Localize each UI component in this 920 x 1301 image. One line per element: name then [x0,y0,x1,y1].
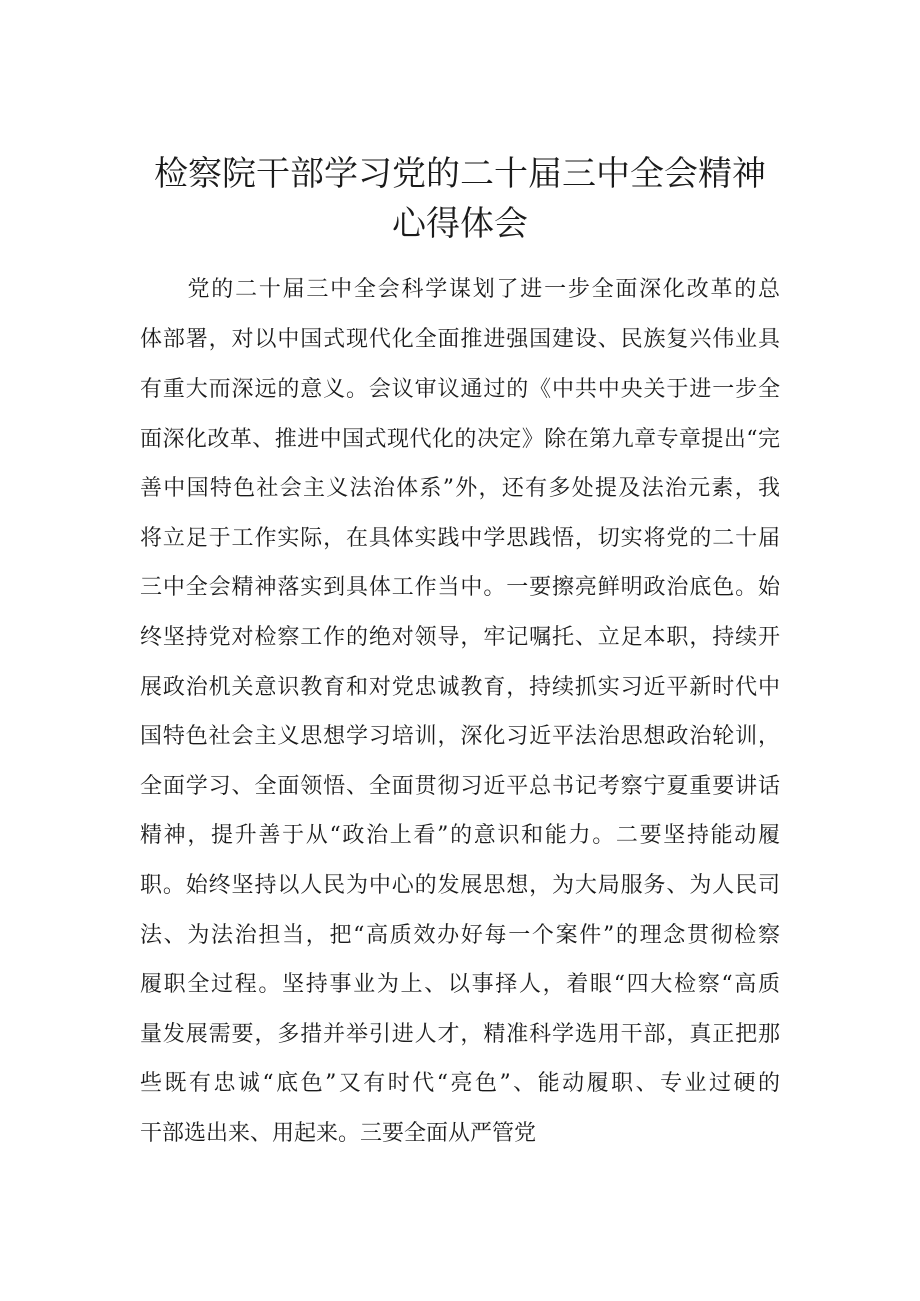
paragraph-line: 精神，提升善于从“政治上看”的意识和能力。二要坚持能动履 [140,823,780,848]
paragraph-line: 展政治机关意识教育和对党忠诚教育，持续抓实习近平新时代中 [140,675,780,700]
paragraph-line: 终坚持党对检察工作的绝对领导，牢记嘱托、立足本职，持续开 [140,625,780,650]
paragraph-line: 将立足于工作实际，在具体实践中学思践悟，切实将党的二十届 [140,526,780,551]
paragraph-line: 法、为法治担当，把“高质效办好每一个案件”的理念贯彻检察 [140,923,780,948]
paragraph-line: 善中国特色社会主义法治体系”外，还有多处提及法治元素，我 [140,476,780,501]
document-title-line-2: 心得体会 [392,204,528,244]
paragraph-line: 面深化改革、推进中国式现代化的决定》除在第九章专章提出“完 [140,427,780,452]
paragraph-line: 体部署，对以中国式现代化全面推进强国建设、民族复兴伟业具 [140,327,780,352]
paragraph-line: 干部选出来、用起来。三要全面从严管党 [140,1121,537,1146]
paragraph-line: 些既有忠诚“底色”又有时代“亮色”、能动履职、专业过硬的 [140,1071,780,1096]
document-title-line-1: 检察院干部学习党的二十届三中全会精神 [154,154,766,194]
paragraph-line: 党的二十届三中全会科学谋划了进一步全面深化改革的总 [140,277,780,302]
paragraph-line: 三中全会精神落实到具体工作当中。一要擦亮鲜明政治底色。始 [140,575,780,600]
paragraph-line: 全面学习、全面领悟、全面贯彻习近平总书记考察宁夏重要讲话 [140,774,780,799]
paragraph-line: 有重大而深远的意义。会议审议通过的《中共中央关于进一步全 [140,377,780,402]
paragraph-line: 职。始终坚持以人民为中心的发展思想，为大局服务、为人民司 [140,873,780,898]
paragraph-line: 量发展需要，多措并举引进人才，精准科学选用干部，真正把那 [140,1022,780,1047]
paragraph-line: 履职全过程。坚持事业为上、以事择人，着眼“四大检察“高质 [140,972,780,997]
paragraph-line: 国特色社会主义思想学习培训，深化习近平法治思想政治轮训， [140,724,780,749]
